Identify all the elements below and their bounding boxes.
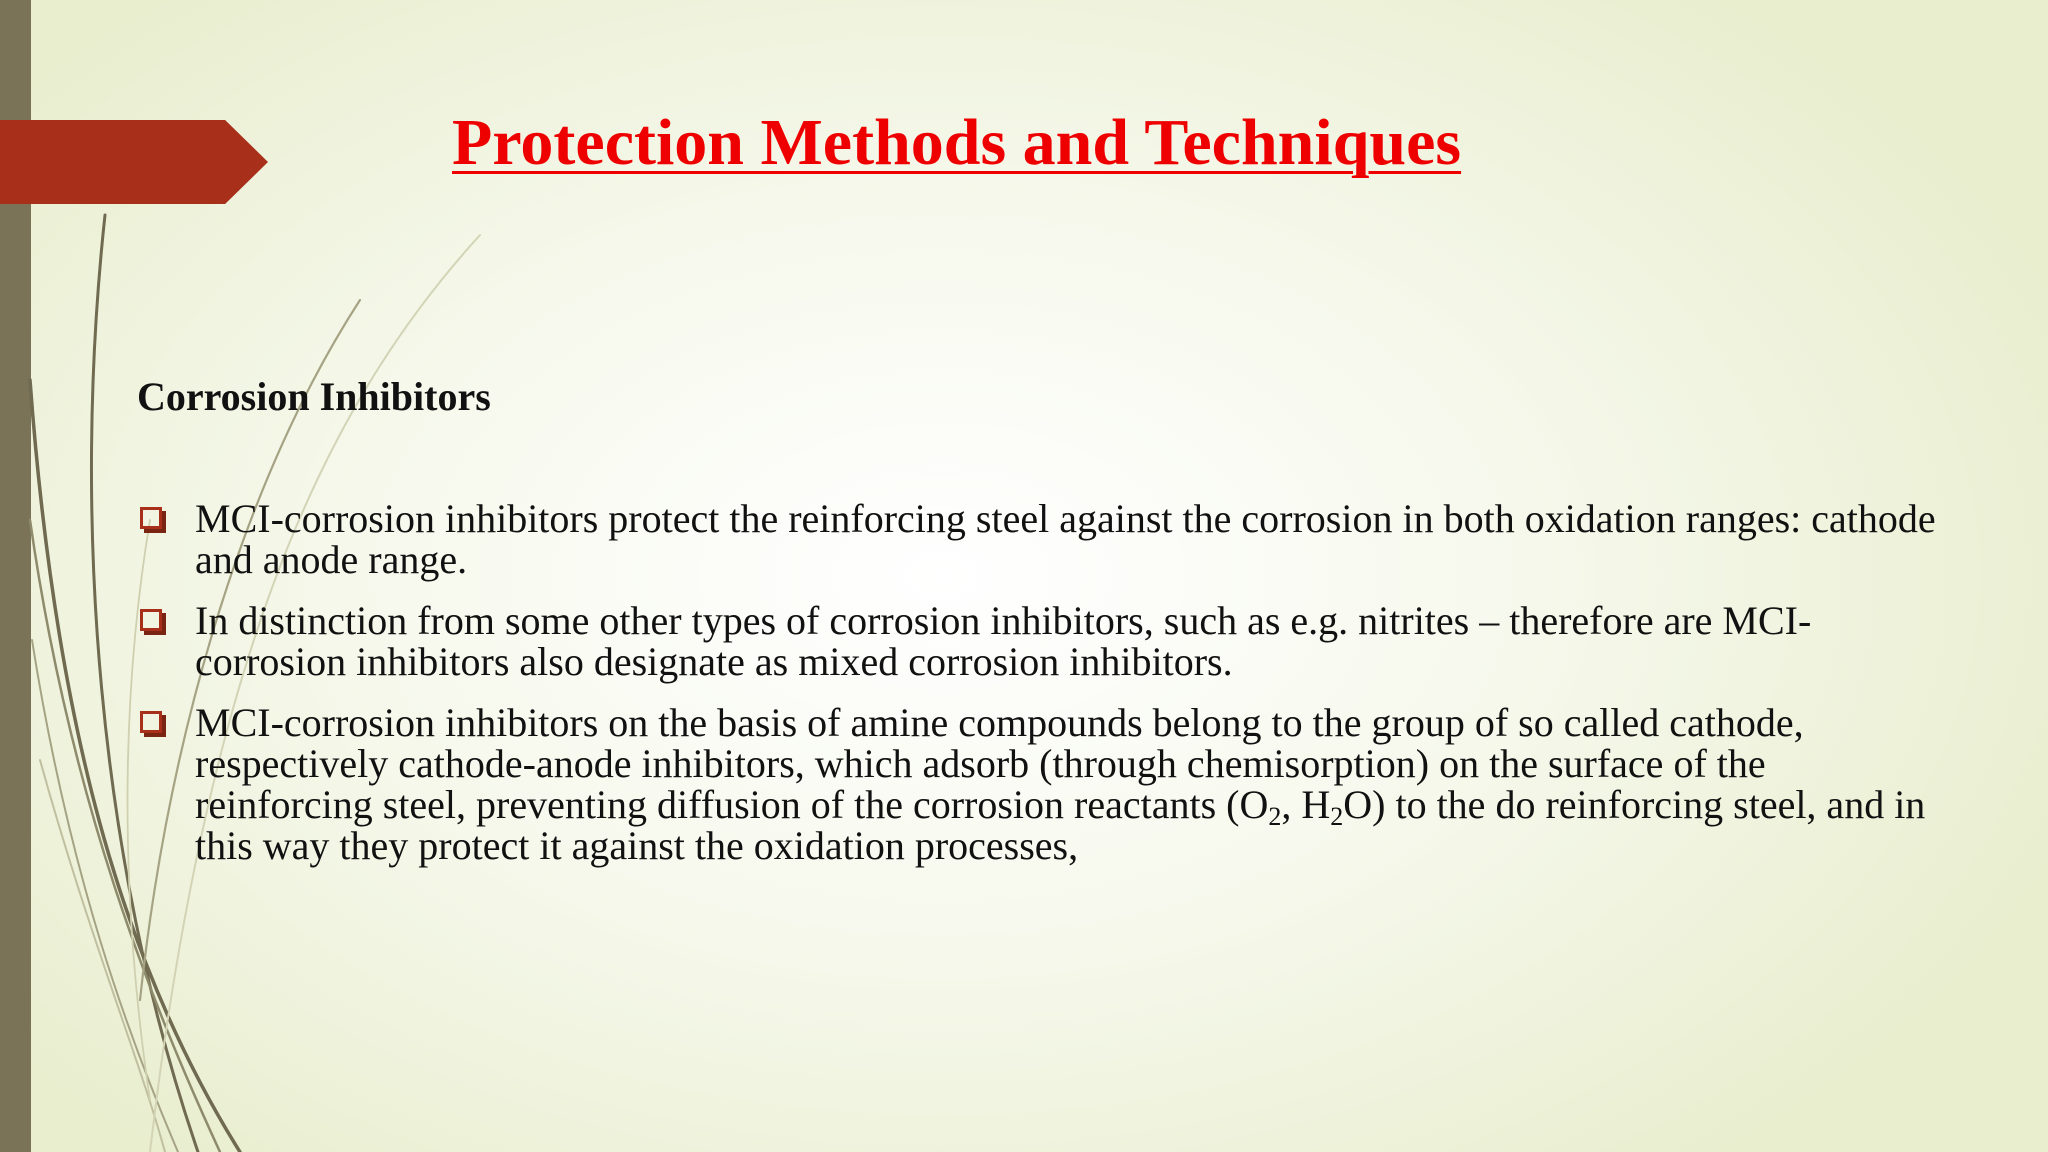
bullet-text [195, 702, 1937, 866]
bullet-text: MCI-corrosion inhibitors protect the reinforcing steel against the corrosion in both oxidation ranges: cathode and anode range. [195, 496, 1936, 582]
hollow-square-bullet-icon [140, 711, 162, 733]
hollow-square-bullet-icon [140, 609, 162, 631]
bullet-list [137, 498, 1937, 886]
bullet-text: In distinction from some other types of corrosion inhibitors, such as e.g. nitrites – therefore are MCI-corrosion inhibitors also designate as mixed corrosion inhibitors. [195, 598, 1812, 684]
bullet-item [137, 702, 1937, 866]
bullet-item [137, 498, 1937, 580]
slide-title: Protection Methods and Techniques [452, 106, 1462, 179]
bullet-text-part: MCI-corrosion inhibitors on the basis of amine compounds belong to the group of so called cathode, respectively cathode-anode inhibitors, which adsorb (through chemisorption) on the surface of the reinforcing steel, preventing diffusion of the corrosion reactants (O [195, 700, 1804, 827]
section-heading: Corrosion Inhibitors [137, 374, 491, 419]
subscript: 2 [1268, 802, 1282, 831]
subscript: 2 [1330, 802, 1344, 831]
title-arrow-banner [0, 120, 268, 204]
hollow-square-bullet-icon [140, 507, 162, 529]
bullet-item [137, 600, 1937, 682]
bullet-text-part: O) to the do reinforcing steel, and in this way they protect it against the oxidation processes, [195, 782, 1926, 868]
bullet-text-part: , H [1281, 782, 1331, 827]
